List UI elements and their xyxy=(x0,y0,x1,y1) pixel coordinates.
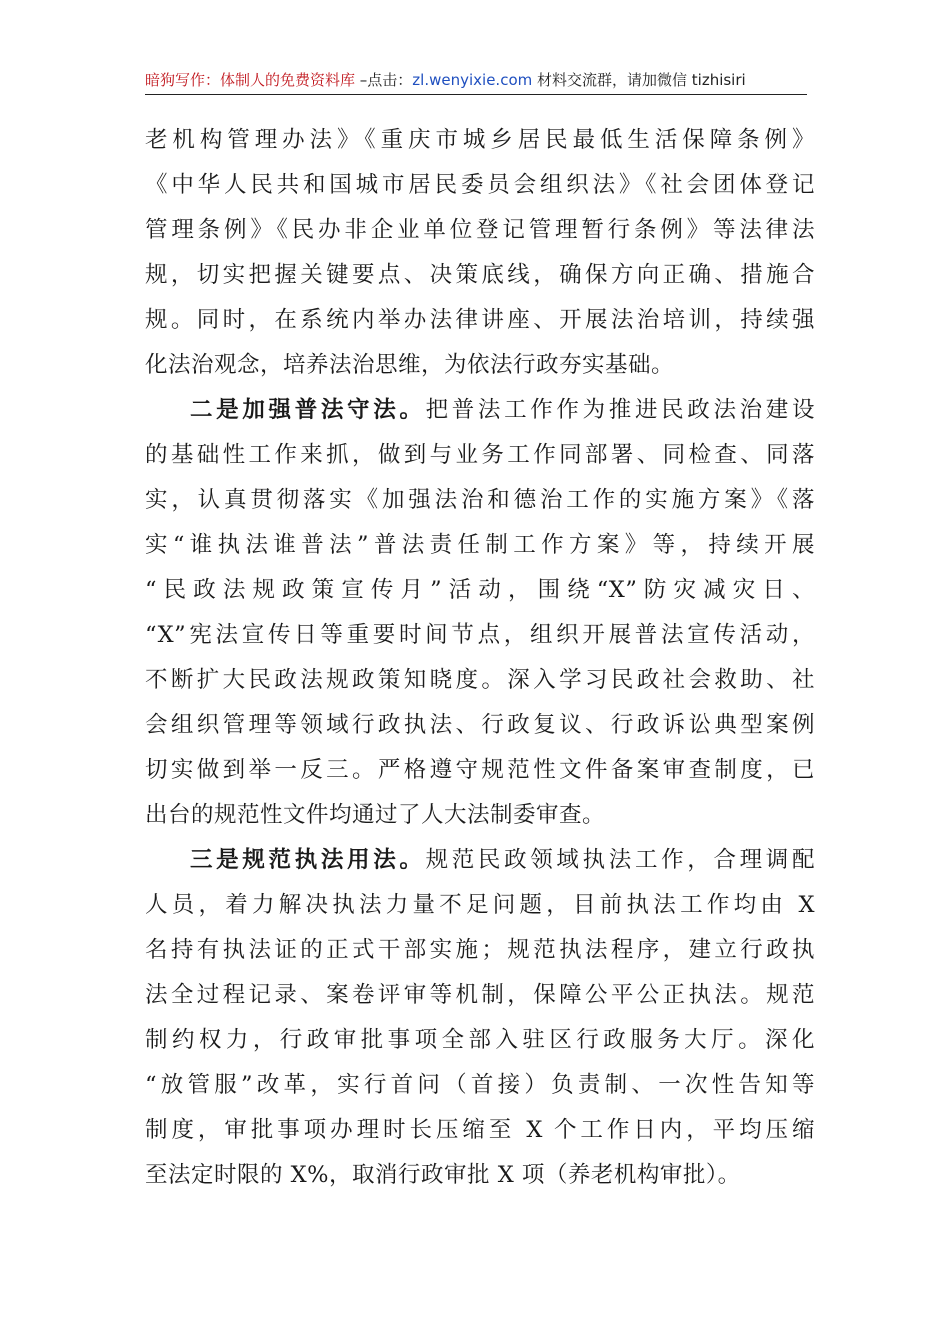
header-tail: 材料交流群，请加微信 tizhisiri xyxy=(532,71,746,89)
text-line: “民政法规政策宣传月”活动，围绕“X”防灾减灾日、 xyxy=(145,577,815,603)
text-line-first xyxy=(145,388,815,433)
text-line: 人员，着力解决执法力量不足问题，目前执法工作均由 X xyxy=(145,892,815,918)
text-line: 化法治观念，培养法治思维，为依法行政夯实基础。 xyxy=(145,352,675,378)
text-line: 老机构管理办法》《重庆市城乡居民最低生活保障条例》 xyxy=(145,127,815,153)
text-line: 管理条例》《民办非企业单位登记管理暂行条例》等法律法 xyxy=(145,217,815,243)
document-body xyxy=(145,118,815,1198)
paragraph-first-rest: 把普法工作作为推进民政法治建设 xyxy=(425,397,815,423)
text-line: 法全过程记录、案卷评审等机制，保障公平公正执法。规范 xyxy=(145,982,815,1008)
paragraph-1 xyxy=(145,118,815,388)
paragraph-lead: 三是规范执法用法。 xyxy=(190,847,426,873)
text-line: 规。同时，在系统内举办法律讲座、开展法治培训，持续强 xyxy=(145,307,815,333)
text-line: “放管服”改革，实行首问（首接）负责制、一次性告知等 xyxy=(145,1072,815,1098)
text-line: 至法定时限的 X%，取消行政审批 X 项（养老机构审批）。 xyxy=(145,1162,741,1188)
text-line: 切实做到举一反三。严格遵守规范性文件备案审查制度，已 xyxy=(145,757,815,783)
header-separator: –点击： xyxy=(355,71,413,89)
paragraph-lead: 二是加强普法守法。 xyxy=(190,397,426,423)
header-brand: 暗狗写作：体制人的免费资料库 xyxy=(145,71,356,89)
text-line: 的基础性工作来抓，做到与业务工作同部署、同检查、同落 xyxy=(145,442,815,468)
text-line: 实，认真贯彻落实《加强法治和德治工作的实施方案》《落 xyxy=(145,487,815,513)
text-line: “X”宪法宣传日等重要时间节点，组织开展普法宣传活动， xyxy=(145,622,815,648)
text-line: 制度，审批事项办理时长压缩至 X 个工作日内，平均压缩 xyxy=(145,1117,815,1143)
paragraph-first-rest: 规范民政领域执法工作，合理调配 xyxy=(425,847,815,873)
text-line: 不断扩大民政法规政策知晓度。深入学习民政社会救助、社 xyxy=(145,667,815,693)
text-line: 制约权力，行政审批事项全部入驻区行政服务大厅。深化 xyxy=(145,1027,815,1053)
paragraph-3 xyxy=(145,838,815,1198)
text-line: 出台的规范性文件均通过了人大法制委审查。 xyxy=(145,802,606,828)
text-line: 名持有执法证的正式干部实施；规范执法程序，建立行政执 xyxy=(145,937,815,963)
page-header xyxy=(145,66,807,95)
header-url-link[interactable]: zl.wenyixie.com xyxy=(412,71,533,89)
paragraph-2 xyxy=(145,388,815,838)
text-line: 《中华人民共和国城市居民委员会组织法》《社会团体登记 xyxy=(145,172,815,198)
text-line: 会组织管理等领域行政执法、行政复议、行政诉讼典型案例 xyxy=(145,712,815,738)
text-line-first xyxy=(145,838,815,883)
text-line: 规，切实把握关键要点、决策底线，确保方向正确、措施合 xyxy=(145,262,815,288)
text-line: 实“谁执法谁普法”普法责任制工作方案》等，持续开展 xyxy=(145,532,815,558)
